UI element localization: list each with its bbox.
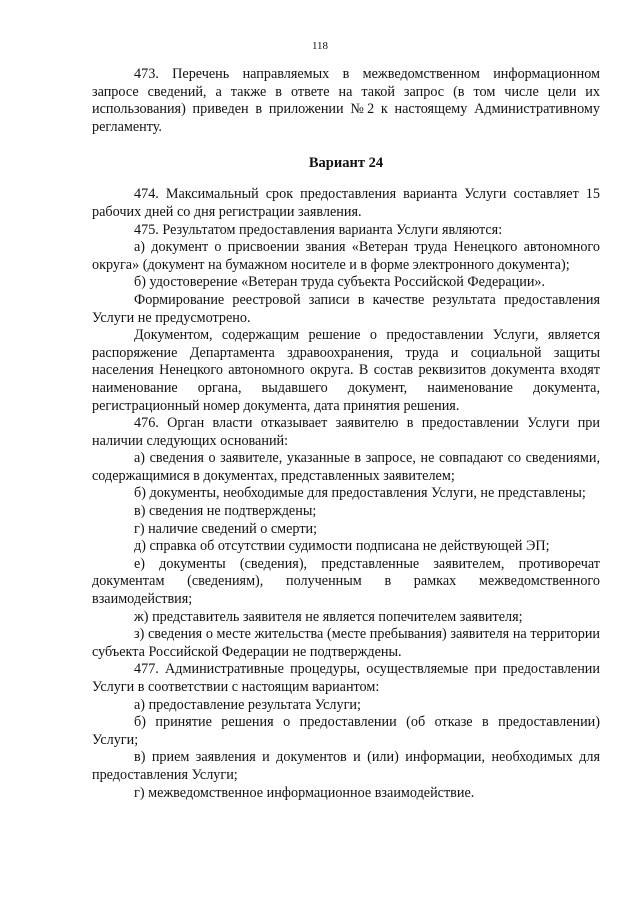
procedure-item-g: г) межведомственное информационное взаимодействие.	[134, 784, 475, 801]
procedure-item-v: в) прием заявления и документов и (или) информации, необходимых для предоставления Услуги;	[92, 749, 600, 783]
refusal-item-a: а) сведения о заявителе, указанные в запросе, не совпадают со сведениями, содержащимися в документах, представленных заявителем;	[92, 450, 600, 484]
refusal-item-v: в) сведения не подтверждены;	[134, 503, 317, 520]
list-item-b: б) удостоверение «Ветеран труда субъекта Российской Федерации».	[134, 274, 546, 291]
refusal-item-b: б) документы, необходимые для предоставления Услуги, не представлены;	[134, 485, 586, 502]
paragraph-477: 477. Административные процедуры, осуществляемые при предоставлении Услуги в соответствии с настоящим вариантом:	[92, 661, 600, 695]
paragraph-474: 474. Максимальный срок предоставления варианта Услуги составляет 15 рабочих дней со дня регистрации заявления.	[92, 186, 600, 220]
page-number: 118	[311, 40, 329, 52]
paragraph-476: 476. Орган власти отказывает заявителю в предоставлении Услуги при наличии следующих оснований:	[92, 415, 600, 449]
document-body	[92, 66, 600, 802]
refusal-item-d: д) справка об отсутствии судимости подписана не действующей ЭП;	[134, 538, 550, 555]
refusal-item-g: г) наличие сведений о смерти;	[134, 520, 318, 537]
paragraph-decision-document: Документом, содержащим решение о предоставлении Услуги, является распоряжение Департамента здравоохранения, труда и социальной защиты населения Ненецкого автономного округа. В состав реквизитов документа входят наименование органа, выдавшего документ, наименование документа, регистрационный номер документа, дата принятия решения.	[92, 327, 600, 414]
paragraph-registry: Формирование реестровой записи в качестве результата предоставления Услуги не предусмотрено.	[92, 291, 600, 326]
refusal-item-e: е) документы (сведения), представленные заявителем, противоречат документам (сведениям), полученным в рамках межведомственного взаимодействия;	[92, 555, 600, 608]
list-item-a: а) документ о присвоении звания «Ветеран труда Ненецкого автономного округа» (документ на бумажном носителе и в форме электронного документа);	[92, 239, 600, 273]
refusal-item-z: з) сведения о месте жительства (месте пребывания) заявителя на территории субъекта Российской Федерации не подтверждены.	[92, 626, 600, 660]
refusal-item-zh: ж) представитель заявителя не является попечителем заявителя;	[134, 608, 523, 625]
procedure-item-a: а) предоставление результата Услуги;	[134, 696, 361, 713]
paragraph-473: 473. Перечень направляемых в межведомственном информационном запросе сведений, а также в ответе на такой запрос (в том числе цели их использования) приведен в приложении №2 к настоящему Административному регламенту.	[92, 66, 600, 135]
procedure-item-b: б) принятие решения о предоставлении (об отказе в предоставлении) Услуги;	[92, 714, 600, 748]
section-title: Вариант 24	[308, 155, 384, 172]
paragraph-475: 475. Результатом предоставления варианта Услуги являются:	[134, 221, 503, 238]
